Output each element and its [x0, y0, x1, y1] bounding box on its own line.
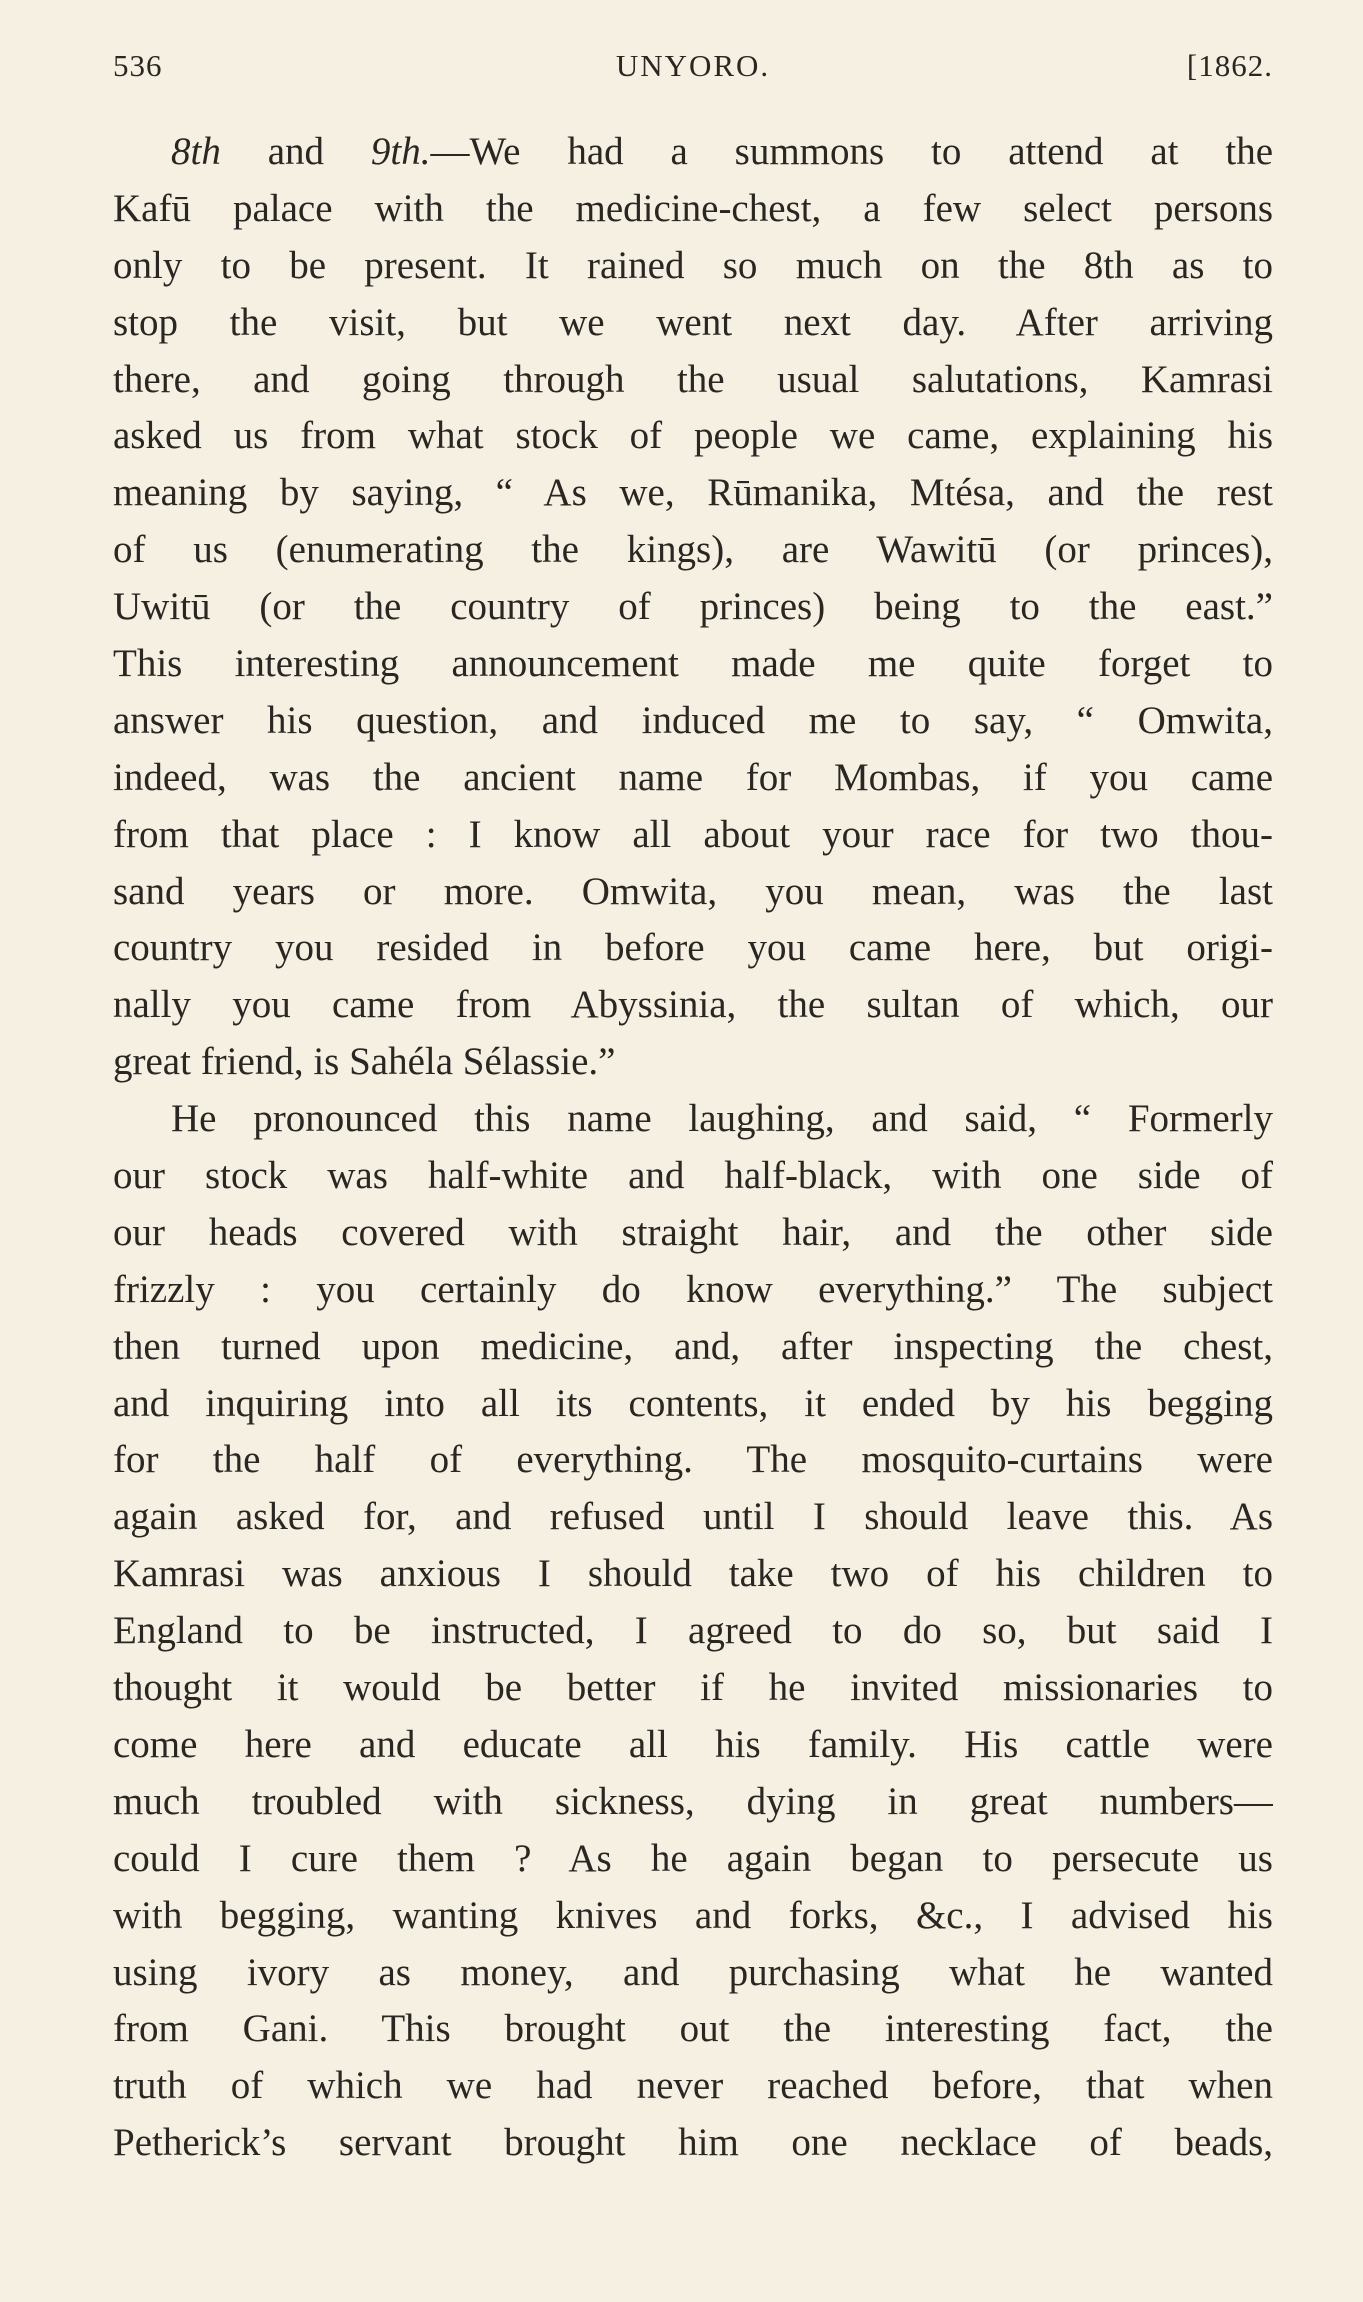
text-line: Kafū palace with the medicine-chest, a few select persons	[113, 186, 1273, 230]
paragraph-2	[113, 1091, 1273, 2172]
text-line	[113, 124, 1273, 181]
text-line: for the half of everything. The mosquito-curtains were	[113, 1438, 1273, 1482]
text-line: great friend, is Sahéla Sélassie.”	[113, 1040, 616, 1084]
paragraph-1	[113, 124, 1273, 1091]
text-line: frizzly : you certainly do know everything.” The subject	[113, 1267, 1273, 1311]
text-line: He pronounced this name laughing, and said, “ Formerly	[171, 1097, 1273, 1141]
text-line: from that place : I know all about your race for two thou-	[113, 812, 1273, 856]
text-line: and inquiring into all its contents, it ended by his begging	[113, 1381, 1273, 1425]
text-line: Petherick’s servant brought him one necklace of beads,	[113, 2121, 1273, 2165]
text-line: asked us from what stock of people we came, explaining his	[113, 414, 1273, 458]
text-line: of us (enumerating the kings), are Wawitū (or princes),	[113, 528, 1273, 572]
date-italic-9th: 9th.	[370, 130, 431, 173]
body-text	[113, 124, 1273, 2172]
text-line: there, and going through the usual salutations, Kamrasi	[113, 357, 1273, 401]
text-line: with begging, wanting knives and forks, &c., I advised his	[113, 1893, 1273, 1937]
date-and: and	[267, 130, 325, 173]
text-line: England to be instructed, I agreed to do so, but said I	[113, 1609, 1273, 1653]
text-line: using ivory as money, and purchasing what he wanted	[113, 1950, 1273, 1994]
text-line: come here and educate all his family. His cattle were	[113, 1722, 1273, 1766]
text-line: from Gani. This brought out the interesting fact, the	[113, 2007, 1273, 2051]
running-title: UNYORO.	[615, 48, 771, 83]
text-line: then turned upon medicine, and, after inspecting the chest,	[113, 1324, 1273, 1368]
text-line: answer his question, and induced me to say, “ Omwita,	[113, 698, 1273, 742]
text-line: thought it would be better if he invited missionaries to	[113, 1666, 1273, 1710]
running-head	[113, 48, 1273, 98]
text-line: much troubled with sickness, dying in great numbers—	[113, 1779, 1273, 1823]
text-line: Uwitū (or the country of princes) being to the east.”	[113, 585, 1273, 629]
text-line: Kamrasi was anxious I should take two of his children to	[113, 1552, 1273, 1596]
text-line: country you resided in before you came here, but origi-	[113, 926, 1273, 970]
text-line: truth of which we had never reached before, that when	[113, 2064, 1273, 2108]
text-line: nally you came from Abyssinia, the sultan of which, our	[113, 983, 1273, 1027]
text-line: again asked for, and refused until I should leave this. As	[113, 1495, 1273, 1539]
text-line: our stock was half-white and half-black, with one side of	[113, 1154, 1273, 1198]
text-line: only to be present. It rained so much on the 8th as to	[113, 243, 1273, 287]
text-line: This interesting announcement made me quite forget to	[113, 642, 1273, 686]
text-line: could I cure them ? As he again began to persecute us	[113, 1836, 1273, 1880]
text-line: our heads covered with straight hair, and the other side	[113, 1210, 1273, 1254]
date-italic-8th: 8th	[171, 130, 221, 173]
text-line: stop the visit, but we went next day. After arriving	[113, 300, 1273, 344]
page-number: 536	[113, 48, 163, 83]
line-text: —We had a summons to attend at the	[430, 130, 1273, 173]
text-line: indeed, was the ancient name for Mombas, if you came	[113, 755, 1273, 799]
running-year: [1862.	[1186, 48, 1273, 83]
text-line: meaning by saying, “ As we, Rūmanika, Mtésa, and the rest	[113, 471, 1273, 515]
text-line: sand years or more. Omwita, you mean, was the last	[113, 869, 1273, 913]
